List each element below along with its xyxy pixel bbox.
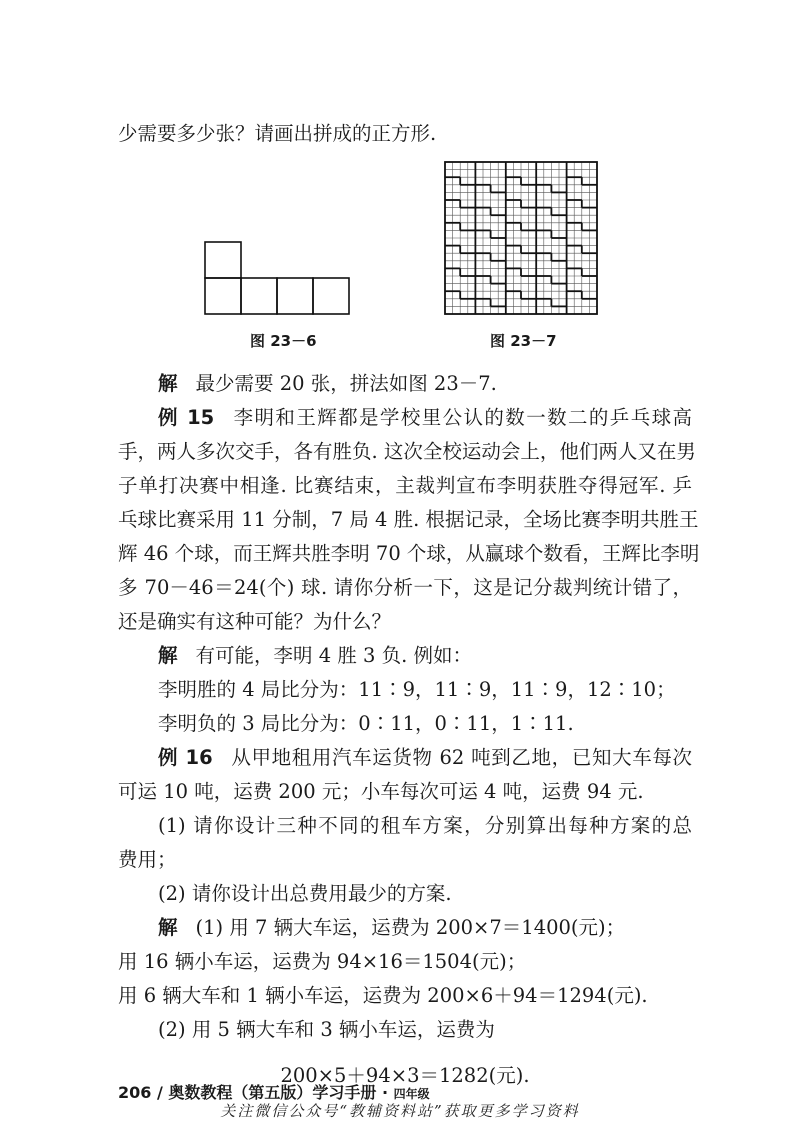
solution-line	[158, 366, 692, 402]
text-line: (1) 请你设计三种不同的租车方案，分别算出每种方案的总	[158, 814, 692, 837]
example-text: 李明和王辉都是学校里公认的数一数二的乒乓球高	[232, 406, 692, 429]
example-text: 从甲地租用汽车运货物 62 吨到乙地，已知大车每次	[230, 746, 692, 769]
text-line: 辉 46 个球，而王辉共胜李明 70 个球，从赢球个数看，王辉比李明	[118, 542, 700, 565]
text-line: 费用；	[118, 848, 177, 871]
text-line: (2) 用 5 辆大车和 3 辆小车运，运费为	[158, 1018, 495, 1041]
solution-line	[158, 638, 692, 674]
text-line: 李明负的 3 局比分为：0∶11，0∶11，1∶11.	[158, 712, 574, 735]
example-label: 例 15	[158, 406, 215, 429]
text-line: 可运 10 吨，运费 200 元；小车每次可运 4 吨，运费 94 元.	[118, 780, 644, 803]
solution-text: 有可能，李明 4 胜 3 负. 例如：	[195, 644, 473, 667]
l-shape-cell	[205, 278, 241, 314]
example-15-heading	[158, 400, 692, 436]
solution-text: (1) 用 7 辆大车运，运费为 200×7＝1400(元)；	[195, 916, 626, 939]
book-title: 奥数教程（第五版）学习手册	[168, 1083, 377, 1102]
page-number: 206	[118, 1083, 152, 1102]
example-16-heading	[158, 740, 692, 776]
text-line: 多 70－46＝24(个) 球. 请你分析一下，这是记分裁判统计错了，	[118, 576, 692, 599]
text-line: 用 6 辆大车和 1 辆小车运，运费为 200×6＋94＝1294(元).	[118, 984, 648, 1007]
l-shape-cell	[277, 278, 313, 314]
figure-23-7-tiling-grid	[443, 160, 601, 318]
example-label: 例 16	[158, 746, 213, 769]
text-line: 少需要多少张？请画出拼成的正方形.	[118, 122, 437, 145]
text-line: (2) 请你设计出总费用最少的方案.	[158, 882, 452, 905]
l-shape-cell	[241, 278, 277, 314]
figure-23-6-caption: 图 23－6	[250, 332, 317, 350]
text-line: 李明胜的 4 局比分为：11∶9，11∶9，11∶9，12∶10；	[158, 678, 676, 701]
text-line: 还是确实有这种可能？为什么？	[118, 610, 392, 633]
text-line: 用 16 辆小车运，运费为 94×16＝1504(元)；	[118, 950, 527, 973]
footer-dot: ·	[382, 1083, 389, 1102]
figure-23-6-l-shape	[200, 238, 356, 318]
solution-text: 最少需要 20 张，拼法如图 23－7.	[195, 372, 497, 395]
formula-line: 200×5＋94×3＝1282(元).	[280, 1064, 530, 1087]
solution-label: 解	[158, 644, 178, 667]
solution-label: 解	[158, 372, 178, 395]
l-shape-cell	[313, 278, 349, 314]
grade-label: 四年级	[393, 1087, 430, 1101]
solution-line	[158, 910, 692, 946]
solution-label: 解	[158, 916, 178, 939]
text-line: 手，两人多次交手，各有胜负. 这次全校运动会上，他们两人又在男	[118, 440, 696, 463]
text-line: 子单打决赛中相逢. 比赛结束，主裁判宣布李明获胜夺得冠军. 乒	[118, 474, 692, 497]
text-line: 乓球比赛采用 11 分制，7 局 4 胜. 根据记录，全场比赛李明共胜王	[118, 508, 699, 531]
footer-separator: /	[156, 1083, 163, 1102]
figure-23-7-caption: 图 23－7	[490, 332, 557, 350]
watermark-text: 关注微信公众号“教辅资料站”获取更多学习资料	[220, 1102, 580, 1120]
l-shape-cell	[205, 242, 241, 278]
